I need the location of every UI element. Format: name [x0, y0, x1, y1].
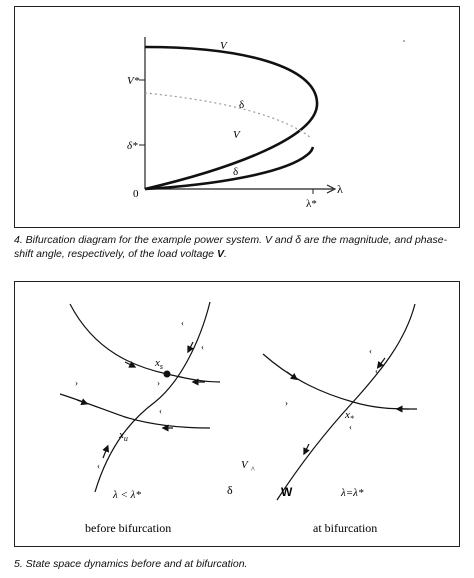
- field-mark: ‹: [349, 422, 352, 432]
- v-upper-label: V: [220, 40, 227, 52]
- delta-upper-label: δ: [239, 99, 245, 111]
- at-bifurcation-label: at bifurcation: [313, 521, 378, 535]
- figure-4-caption: [14, 233, 460, 261]
- figure-4-caption-end: .: [223, 248, 227, 260]
- left-arrow-5: [77, 400, 85, 403]
- v-mark: ^: [251, 465, 255, 474]
- left-arrow-4: [103, 448, 107, 458]
- state-space-svg: [15, 282, 461, 548]
- field-mark: ›: [157, 378, 160, 388]
- bifurcation-diagram-panel: [14, 6, 460, 228]
- field-mark: ‹: [181, 318, 184, 328]
- origin-label: 0: [133, 188, 139, 200]
- left-condition: λ < λ*: [113, 489, 141, 501]
- before-bifurcation-label: before bifurcation: [85, 521, 172, 535]
- lambda-star-label: λ*: [306, 198, 317, 210]
- delta-label: δ: [227, 483, 233, 497]
- figure-4-caption-text: 4. Bifurcation diagram for the example power system. V and δ are the magnitude, and phase-shift angle, respectively, of the load voltage: [14, 234, 448, 260]
- left-stable-manifold-top: [70, 304, 167, 374]
- left-arrow-3: [189, 342, 193, 350]
- stable-node-point: [164, 371, 171, 378]
- v-star-label: V*: [127, 75, 140, 87]
- w-label: W: [281, 485, 293, 499]
- delta-curve-upper: [145, 93, 310, 137]
- v-lower-label: V: [233, 129, 240, 141]
- left-saddle-stable: [60, 394, 210, 428]
- left-unstable-manifold: [95, 302, 210, 492]
- right-condition: λ=λ*: [341, 487, 364, 499]
- x-star-label: $x_*$: [345, 409, 354, 423]
- xs-label: $x_s$: [155, 357, 164, 371]
- right-arrow-3: [305, 444, 309, 452]
- delta-star-label: δ*: [127, 140, 138, 152]
- figure-5-caption: 5. State space dynamics before and at bifurcation.: [14, 558, 248, 570]
- field-mark: ‹: [159, 406, 162, 416]
- field-mark: ‹: [375, 366, 378, 376]
- v-curve: [145, 47, 317, 189]
- field-mark: ‹: [369, 346, 372, 356]
- delta-lower-label: δ: [233, 166, 239, 178]
- v-label: V: [241, 459, 248, 471]
- field-mark: ‹: [201, 342, 204, 352]
- figure-4-caption-bold: V: [216, 248, 224, 260]
- right-arrow-1: [287, 372, 295, 378]
- lambda-axis-label: λ: [337, 182, 343, 196]
- state-space-panel: [14, 281, 460, 547]
- field-mark: ‹: [97, 461, 100, 471]
- field-mark: ›: [75, 378, 78, 388]
- right-center-manifold: [277, 304, 415, 500]
- xu-label: $x_u$: [119, 429, 128, 443]
- field-mark: ›: [285, 398, 288, 408]
- bifurcation-diagram-svg: [15, 7, 461, 229]
